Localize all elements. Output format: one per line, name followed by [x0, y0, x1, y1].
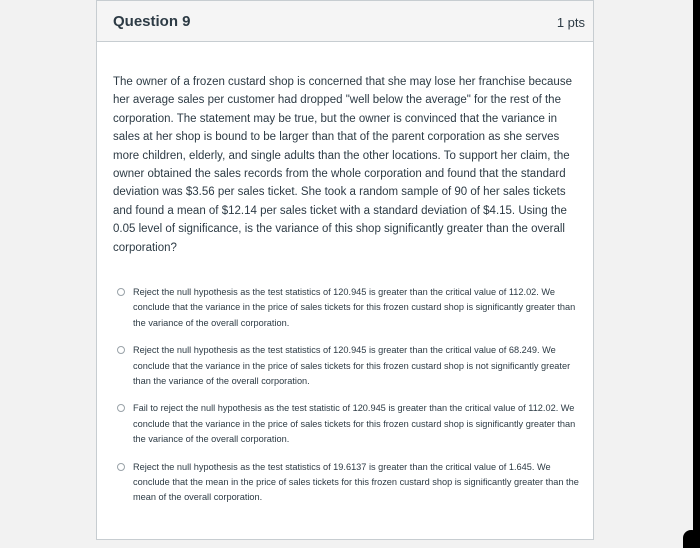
answer-label: Reject the null hypothesis as the test statistics of 19.6137 is greater than the critical value of 1.645. We conclude that the mean in the price of sales tickets for this frozen custard shop is significantly greater than the mean of the overall corporation. — [133, 461, 579, 503]
radio-button-icon[interactable] — [117, 404, 125, 412]
answer-label: Reject the null hypothesis as the test statistics of 120.945 is greater than the critical value of 112.02. We conclude that the variance in the price of sales tickets for this frozen custard shop is significantly greater than the variance of the overall corporation. — [133, 287, 576, 328]
question-header — [97, 1, 593, 42]
edge-marker — [683, 530, 700, 548]
question-text: The owner of a frozen custard shop is concerned that she may lose her franchise because her average sales per customer had dropped "well below the average" for the rest of the corporation. The statement may be true, but the owner is convinced that the variance in sales at her shop is bound to be larger than that of the parent corporation as she serves more children, elderly, and single adults than the other locations. To support her claim, the owner obtained the sales records from the whole corporation and found that the standard deviation was $3.56 per sales ticket. She took a random sample of 90 of her sales tickets and found a mean of $12.14 per sales ticket with a standard deviation of $4.15. Using the 0.05 level of significance, is the variance of this shop significantly greater than the overall corporation? — [113, 76, 572, 254]
answer-option-4[interactable] — [117, 460, 579, 506]
radio-button-icon[interactable] — [117, 463, 125, 471]
answer-option-2[interactable] — [117, 343, 579, 389]
answer-label: Fail to reject the null hypothesis as the test statistic of 120.945 is greater than the critical value of 112.02. We conclude that the variance in the price of sales tickets for this frozen custard shop is significantly greater than the variance of the overall corporation. — [133, 403, 576, 445]
answer-option-1[interactable] — [117, 285, 579, 331]
question-points: 1 pts — [556, 15, 585, 30]
answer-label: Reject the null hypothesis as the test statistics of 120.945 is greater than the critical value of 68.249. We conclude that the variance in the price of sales tickets for this frozen custard shop is not significantly greater than the variance of the overall corporation. — [133, 345, 571, 387]
answer-list — [117, 285, 579, 506]
radio-button-icon[interactable] — [117, 346, 125, 354]
radio-button-icon[interactable] — [117, 288, 125, 296]
question-title: Question 9 — [113, 13, 191, 30]
answer-option-3[interactable] — [117, 401, 579, 447]
question-card — [96, 0, 594, 540]
